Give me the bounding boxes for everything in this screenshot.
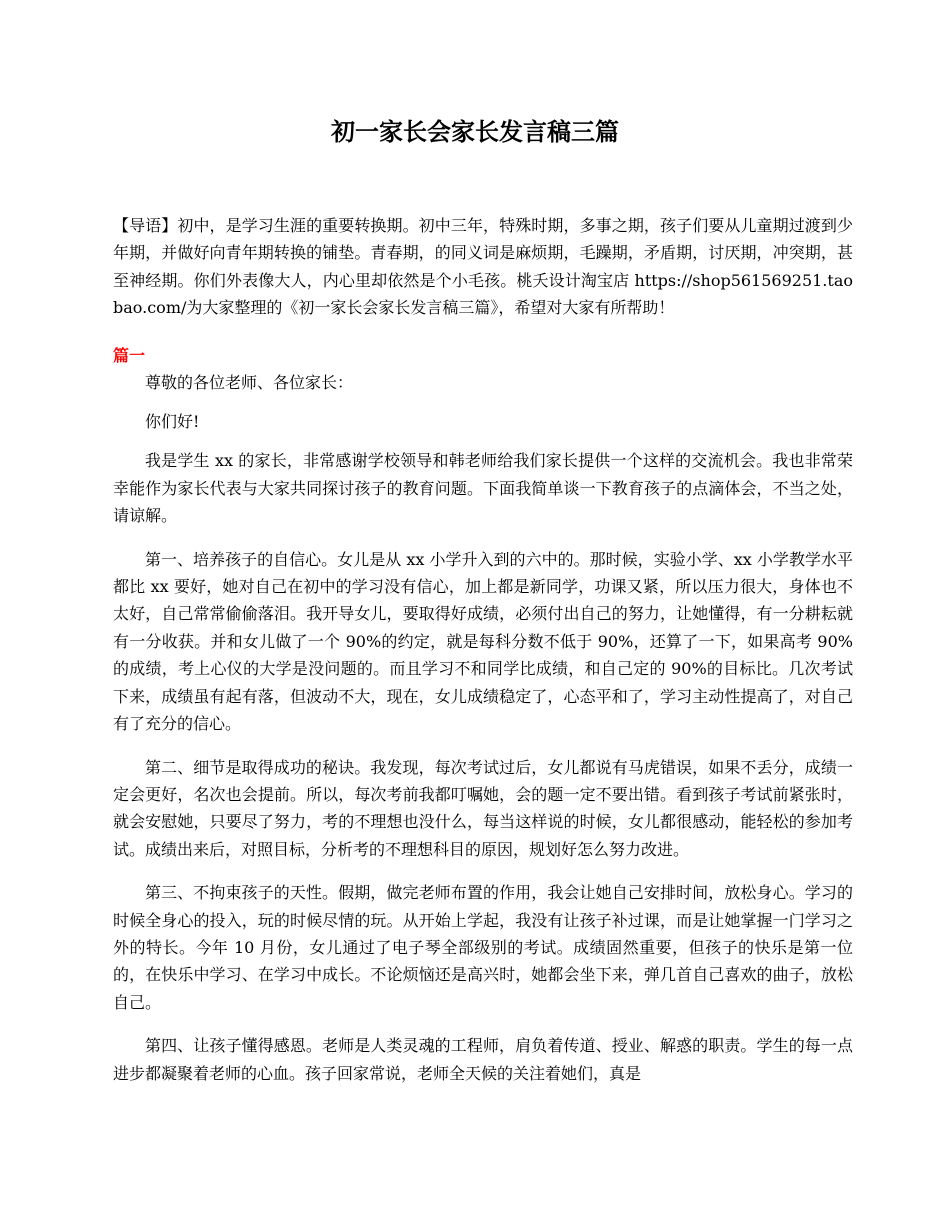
document-title: 初一家长会家长发言稿三篇: [331, 117, 619, 146]
document-body: [113, 212, 853, 1103]
body-paragraph-nature: 第三、不拘束孩子的天性。假期，做完老师布置的作用，我会让她自己安排时间，放松身心。学习的时候全身心的投入，玩的时候尽情的玩。从开始上学起，我没有让孩子补过课，而是让她掌握一门学习之外的特长。今年 10 月份，女儿通过了电子琴全部级别的考试。成绩固然重要，但孩子的快乐是第一位的，在快乐中学习、在学习中成长。不论烦恼还是高兴时，她都会坐下来，弹几首自己喜欢的曲子，放松自己。: [113, 883, 853, 1012]
body-paragraph-gratitude: 第四、让孩子懂得感恩。老师是人类灵魂的工程师，肩负着传道、授业、解惑的职责。学生的每一点进步都凝聚着老师的心血。孩子回家常说，老师全天候的关注着她们，真是: [113, 1036, 853, 1083]
section-heading: 篇一: [113, 345, 146, 365]
body-paragraph-confidence: 第一、培养孩子的自信心。女儿是从 xx 小学升入到的六中的。那时候，实验小学、xx 小学教学水平都比 xx 要好，她对自己在初中的学习没有信心，加上都是新同学，功课又紧，所以压力很大，身体也不太好，自己常常偷偷落泪。我开导女儿，要取得好成绩，必须付出自己的努力，让她懂得，有一分耕耘就有一分收获。并和女儿做了一个 90%的约定，就是每科分数不低于 90%，还算了一下，如果高考 90%的成绩，考上心仪的大学是没问题的。而且学习不和同学比成绩，和自己定的 90%的目标比。几次考试下来，成绩虽有起有落，但波动不大，现在，女儿成绩稳定了，心态平和了，学习主动性提高了，对自己有了充分的信心。: [113, 549, 853, 734]
intro-paragraph: 【导语】初中，是学习生涯的重要转换期。初中三年，特殊时期，多事之期，孩子们要从儿童期过渡到少年期，并做好向青年期转换的铺垫。青春期，的同义词是麻烦期，毛躁期，矛盾期，讨厌期，冲突期，甚至神经期。你们外表像大人，内心里却依然是个小毛孩。桃夭设计淘宝店 https://shop561569251.taobao.com/为大家整理的《初一家长会家长发言稿三篇》，希望对大家有所帮助！: [113, 216, 853, 318]
body-paragraph-details: 第二、细节是取得成功的秘诀。我发现，每次考试过后，女儿都说有马虎错误，如果不丢分，成绩一定会更好，名次也会提前。所以，每次考前我都叮嘱她，会的题一定不要出错。看到孩子考试前紧张时，就会安慰她，只要尽了努力，考的不理想也没什么，每当这样说的时候，女儿都很感动，能轻松的参加考试。成绩出来后，对照目标，分析考的不理想科目的原因，规划好怎么努力改进。: [113, 757, 853, 859]
greeting-paragraph: 你们好!: [145, 412, 200, 432]
body-paragraph-intro: 我是学生 xx 的家长，非常感谢学校领导和韩老师给我们家长提供一个这样的交流机会。我也非常荣幸能作为家长代表与大家共同探讨孩子的教育问题。下面我简单谈一下教育孩子的点滴体会，不当之处，请谅解。: [113, 451, 853, 526]
salutation-paragraph: 尊敬的各位老师、各位家长：: [145, 372, 354, 392]
